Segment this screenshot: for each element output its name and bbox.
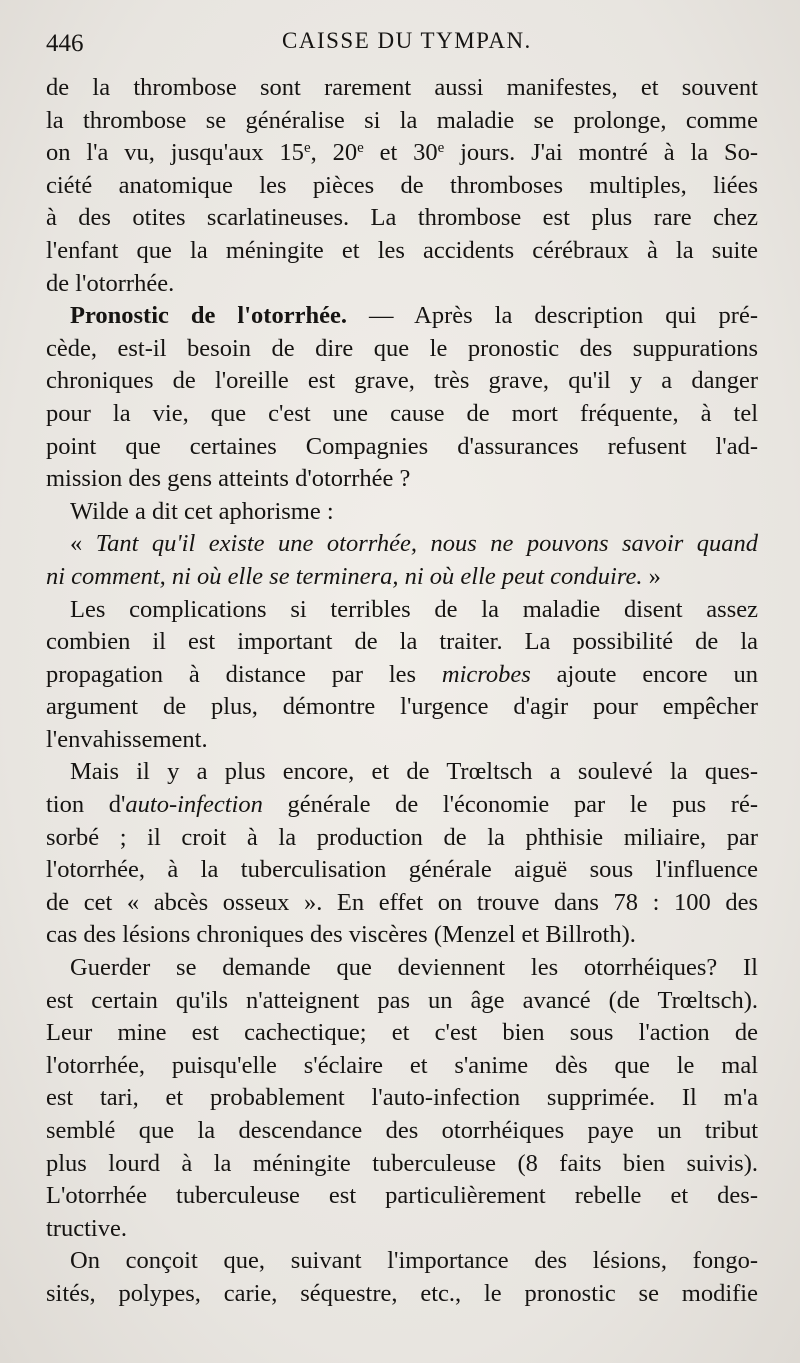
text-run: on l'a vu, jusqu'aux 15	[46, 139, 304, 167]
text-line	[46, 300, 758, 333]
text-line: ciété anatomique les pièces de thromboses multiples, liées	[46, 171, 758, 199]
text-line	[46, 561, 758, 594]
text-run: tion d'	[46, 791, 126, 819]
text-run: «	[70, 530, 96, 558]
text-line: de l'otorrhée.	[46, 269, 175, 297]
page-number: 446	[46, 30, 84, 57]
italic-text: microbes	[441, 660, 531, 688]
text-run: , 20	[310, 139, 358, 167]
text-line: l'enfant que la méningite et les accidents cérébraux à la suite	[46, 236, 758, 264]
text-run: propagation à distance par les	[46, 660, 442, 688]
text-line: plus lourd à la méningite tuberculeuse (8 faits bien suivis).	[46, 1149, 758, 1177]
text-line: argument de plus, démontre l'urgence d'agir pour empêcher	[46, 693, 758, 721]
text-run: générale de l'économie par le pus ré-	[262, 791, 758, 819]
text-line: de cet « abcès osseux ». En effet on trouve dans 78 : 100 des	[46, 888, 758, 916]
italic-text: auto-infection	[125, 791, 263, 819]
text-line: combien il est important de la traiter. La possibilité de la	[46, 628, 758, 656]
text-line: Les complications si terribles de la maladie disent assez	[70, 595, 758, 623]
text-line: l'envahissement.	[46, 725, 208, 753]
text-line	[46, 528, 758, 561]
text-line: la thrombose se généralise si la maladie se prolonge, comme	[46, 106, 758, 134]
text-line	[46, 789, 758, 822]
text-line: point que certaines Compagnies d'assurances refusent l'ad-	[46, 432, 758, 460]
body-text	[46, 72, 758, 1311]
text-line: semblé que la descendance des otorrhéiques paye un tribut	[46, 1117, 758, 1144]
text-line: sorbé ; il croit à la production de la phthisie miliaire, par	[46, 823, 758, 851]
text-run: jours. J'ai montré à la So-	[444, 139, 759, 167]
text-line: à des otites scarlatineuses. La thrombose est plus rare chez	[46, 204, 758, 232]
text-line: Leur mine est cachectique; et c'est bien sous l'action de	[46, 1019, 758, 1047]
superscript: e	[437, 140, 445, 157]
text-line: de la thrombose sont rarement aussi manifestes, et souvent	[46, 74, 758, 101]
text-run: et 30	[363, 139, 438, 167]
text-line: Guerder se demande que deviennent les otorrhéiques? Il	[70, 954, 758, 982]
text-line	[46, 659, 758, 692]
italic-text: ni comment, ni où elle se terminera, ni où elle peut conduire.	[46, 562, 643, 590]
text-line: l'otorrhée, puisqu'elle s'éclaire et s'anime dès que le mal	[46, 1051, 758, 1079]
page-header	[42, 26, 758, 62]
text-line: cède, est-il besoin de dire que le pronostic des suppurations	[46, 334, 758, 362]
text-line	[46, 137, 758, 170]
text-line: On conçoit que, suivant l'importance des lésions, fongo-	[70, 1247, 758, 1275]
superscript: e	[303, 140, 311, 157]
superscript: e	[357, 140, 364, 157]
running-head: CAISSE DU TYMPAN.	[282, 28, 532, 53]
text-line: Wilde a dit cet aphorisme :	[70, 497, 334, 525]
text-line: est certain qu'ils n'atteignent pas un âge avancé (de Trœltsch).	[46, 986, 758, 1014]
text-line: mission des gens atteints d'otorrhée ?	[46, 465, 411, 493]
text-line: est tari, et probablement l'auto-infection supprimée. Il m'a	[46, 1084, 758, 1112]
italic-text: Tant qu'il existe une otorrhée, nous ne pouvons savoir quand	[95, 530, 759, 558]
text-line: l'otorrhée, à la tuberculisation générale aiguë sous l'influence	[46, 856, 758, 884]
text-line: Mais il y a plus encore, et de Trœltsch a soulevé la ques-	[70, 758, 758, 786]
text-line: cas des lésions chroniques des viscères (Menzel et Billroth).	[46, 921, 636, 949]
text-line: L'otorrhée tuberculeuse est particulièrement rebelle et des-	[46, 1182, 758, 1210]
text-line: tructive.	[46, 1214, 127, 1242]
text-run: ajoute encore un	[530, 660, 758, 688]
text-line: pour la vie, que c'est une cause de mort fréquente, à tel	[46, 399, 758, 427]
section-heading: Pronostic de l'otorrhée.	[70, 302, 347, 330]
text-run: »	[642, 562, 661, 590]
text-line: chroniques de l'oreille est grave, très grave, qu'il y a danger	[46, 367, 758, 395]
text-run: — Après la description qui pré-	[346, 302, 758, 330]
text-line: sités, polypes, carie, séquestre, etc., le pronostic se modifie	[46, 1279, 758, 1307]
